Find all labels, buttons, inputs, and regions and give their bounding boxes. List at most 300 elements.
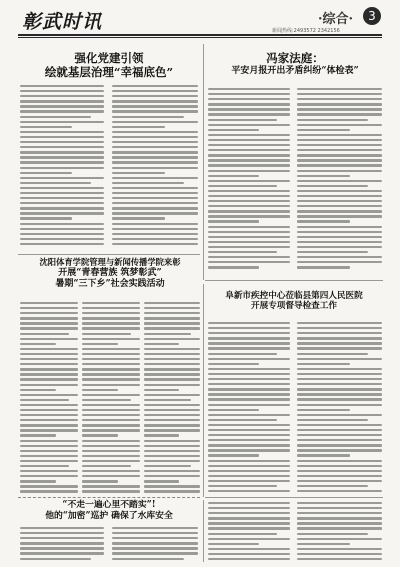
body-text-line [82,445,140,447]
body-text-line [112,105,198,107]
masthead-rule [18,34,382,36]
article-4-title [205,291,383,312]
body-text-line [20,161,104,163]
body-text-line [208,533,277,535]
body-text-line [20,434,56,436]
body-text-line [112,233,198,235]
body-text-line [208,475,290,477]
body-text-line [208,327,290,329]
article-3-title-line: 沈阳体育学院管理与新闻传播学院来彰 [39,257,181,267]
body-text-line [112,238,198,240]
body-text-line [208,449,290,451]
body-text-line [82,465,131,467]
body-text-line [208,170,290,172]
body-text-line [297,134,382,136]
body-text-line [82,440,140,442]
body-text-line [208,439,290,441]
body-text-line [208,175,259,177]
body-text-line [20,302,78,304]
body-text-line [20,212,104,214]
body-text-line [297,454,350,456]
article-2-body-col1 [208,88,290,273]
body-text-line [144,373,200,375]
body-text-line [20,167,104,169]
body-text-line [20,243,104,245]
article-3-title-line: 暑期“三下乡”社会实践活动 [55,278,165,289]
body-text-line [297,261,382,263]
body-text-line [20,537,104,539]
body-text-line [208,460,290,462]
body-text-line [112,116,184,118]
article-2-title-line: 冯家法庭： [266,51,324,65]
body-text-line [208,480,290,482]
body-text-line [144,414,200,416]
body-text-line [20,121,104,123]
body-text-line [297,522,382,524]
body-text-line [112,121,198,123]
article-5-title-line: 他的“加密”巡护 确保了水库安全 [45,510,173,521]
body-text-line [112,527,198,529]
body-text-line [297,424,382,426]
body-text-line [297,470,382,472]
body-text-line [144,394,200,396]
body-text-line [297,553,382,555]
body-text-line [297,98,382,100]
body-text-line [82,399,131,401]
body-text-line [208,241,290,243]
body-text-line [297,337,382,339]
body-text-line [112,202,198,204]
body-text-line [112,151,198,153]
body-text-line [20,460,78,462]
body-text-line [297,322,382,324]
body-text-line [297,103,382,105]
body-text-line [20,414,78,416]
body-text-line [20,338,78,340]
body-text-line [208,108,290,110]
body-text-line [208,266,259,268]
body-text-line [144,384,200,386]
body-text-line [297,409,350,411]
body-text-line [20,322,78,324]
body-text-line [297,190,382,192]
body-text-line [208,200,290,202]
article-5-body-col1 [20,527,104,561]
body-text-line [297,548,382,550]
body-text-line [297,368,382,370]
body-text-line [20,419,78,421]
article-2-title [208,52,382,77]
body-text-line [208,98,290,100]
body-text-line [208,129,259,131]
body-text-line [144,368,200,370]
body-text-line [20,156,104,158]
column-divider [203,500,204,562]
body-text-line [20,172,72,174]
body-text-line [297,558,382,560]
body-text-line [82,434,118,436]
body-text-line [112,532,198,534]
body-text-line [112,156,198,158]
body-text-line [112,228,198,230]
body-text-line [112,90,198,92]
body-text-line [297,353,368,355]
masthead-meta: 新闻热线:2493572 2342156 [272,28,340,34]
body-text-line [208,149,290,151]
body-text-line [144,353,200,355]
body-text-line [144,343,179,345]
body-text-line [112,192,198,194]
body-text-line [208,363,259,365]
body-text-line [208,347,290,349]
article-1-title-line: 绘就基层治理“幸福底色” [44,64,174,79]
body-text-line [112,110,198,112]
body-text-line [208,470,290,472]
body-text-line [144,378,200,380]
body-text-line [20,358,78,360]
body-text-line [208,103,290,105]
body-text-line [112,177,198,179]
body-text-line [297,164,382,166]
body-text-line [82,338,140,340]
body-text-line [20,389,56,391]
body-text-line [297,527,382,529]
body-text-line [82,333,131,335]
body-text-line [144,358,200,360]
body-text-line [297,200,382,202]
body-text-line [20,485,78,487]
body-text-line [297,533,368,535]
body-text-line [208,256,290,258]
body-text-line [20,480,56,482]
page-number-badge: 3 [363,7,381,25]
body-text-line [20,146,104,148]
body-text-line [297,195,382,197]
body-text-line [208,490,290,492]
column-divider [203,284,204,497]
body-text-line [144,338,200,340]
article-1-body-col2 [112,85,198,250]
body-text-line [208,485,277,487]
body-text-line [208,543,259,545]
body-text-line [20,547,104,549]
article-1-title-line: 强化党建引领 [74,51,144,65]
body-text-line [297,113,382,115]
body-text-line [20,207,104,209]
body-text-line [297,175,350,177]
body-text-line [208,195,290,197]
body-text-line [112,95,198,97]
body-text-line [144,348,200,350]
body-text-line [297,480,382,482]
body-text-line [208,124,290,126]
body-text-line [82,322,140,324]
body-text-line [208,332,290,334]
body-text-line [20,233,104,235]
body-text-line [144,490,200,492]
body-text-line [144,302,200,304]
body-text-line [82,373,140,375]
body-text-line [144,317,200,319]
body-text-line [82,353,140,355]
body-text-line [297,444,382,446]
body-text-line [208,261,290,263]
body-text-line [82,358,140,360]
body-text-line [20,90,104,92]
body-text-line [208,358,290,360]
body-text-line [208,139,290,141]
body-text-line [82,450,140,452]
body-text-line [82,363,140,365]
body-text-line [208,251,277,253]
article-3-bottom-rule [18,497,200,498]
body-text-line [208,180,290,182]
body-text-line [20,333,69,335]
body-text-line [208,113,290,115]
body-text-line [20,312,78,314]
body-text-line [82,475,140,477]
body-text-line [297,347,382,349]
body-text-line [208,502,290,504]
body-text-line [144,450,200,452]
body-text-line [297,538,382,540]
article-2-bottom-rule [205,280,383,281]
body-text-line [297,251,368,253]
body-text-line [20,317,78,319]
body-text-line [208,220,259,222]
body-text-line [297,180,382,182]
body-text-line [82,429,140,431]
body-text-line [297,170,382,172]
article-3-title [18,258,202,290]
body-text-line [20,363,78,365]
body-text-line [20,95,104,97]
article-4-body-col1 [208,322,290,494]
body-text-line [112,243,198,245]
body-text-line [20,202,104,204]
article-5-title-line: “不走一遍心里不踏实”! [62,500,156,510]
article-1-body-col1 [20,85,104,250]
body-text-line [20,465,69,467]
body-text-line [20,105,104,107]
body-text-line [297,210,382,212]
body-text-line [144,389,179,391]
article-1-title [20,52,198,80]
body-text-line [20,131,104,133]
body-text-line [112,207,198,209]
body-text-line [208,164,290,166]
body-text-line [297,226,382,228]
article-3-body-col1 [20,302,78,494]
newspaper-logo: 彰武时讯 [22,11,103,33]
body-text-line [208,246,290,248]
body-text-line [297,215,382,217]
body-text-line [208,393,290,395]
body-text-line [297,327,382,329]
body-text-line [297,378,382,380]
body-text-line [208,190,290,192]
body-text-line [297,236,382,238]
body-text-line [112,182,184,184]
body-text-line [297,388,382,390]
body-text-line [20,327,78,329]
body-text-line [297,439,382,441]
body-text-line [82,327,140,329]
body-text-line [144,465,191,467]
article-4-title-line: 阜新市疾控中心莅临县第四人民医院 [225,291,363,301]
body-text-line [20,100,104,102]
article-5-title [18,500,200,521]
body-text-line [20,450,78,452]
body-text-line [208,398,290,400]
body-text-line [297,485,368,487]
body-text-line [20,126,72,128]
body-text-line [297,119,368,121]
body-text-line [297,342,382,344]
body-text-line [297,383,382,385]
body-text-line [208,236,290,238]
body-text-line [208,444,290,446]
body-text-line [20,228,104,230]
body-text-line [297,149,382,151]
body-text-line [112,558,184,560]
body-text-line [20,404,78,406]
body-text-line [82,317,140,319]
body-text-line [20,399,69,401]
body-text-line [297,393,382,395]
body-text-line [144,399,191,401]
body-text-line [208,231,290,233]
body-text-line [208,154,290,156]
body-text-line [297,205,382,207]
body-text-line [208,465,290,467]
body-text-line [144,480,179,482]
body-text-line [208,553,290,555]
body-text-line [20,552,104,554]
body-text-line [20,409,78,411]
body-text-line [82,424,140,426]
body-text-line [144,322,200,324]
body-text-line [20,238,104,240]
body-text-line [297,502,382,504]
body-text-line [297,144,382,146]
body-text-line [144,333,191,335]
body-text-line [208,134,290,136]
body-text-line [82,307,140,309]
body-text-line [20,490,78,492]
body-text-line [112,131,198,133]
body-text-line [112,542,198,544]
body-text-line [144,485,200,487]
body-text-line [208,226,290,228]
body-text-line [208,185,277,187]
body-text-line [208,88,290,90]
body-text-line [82,378,140,380]
body-text-line [20,141,104,143]
body-text-line [20,217,72,219]
body-text-line [82,343,118,345]
body-text-line [297,266,350,268]
body-text-line [208,414,290,416]
body-text-line [112,187,198,189]
body-text-line [297,256,382,258]
body-text-line [208,517,290,519]
body-text-line [297,129,350,131]
body-text-line [112,146,198,148]
body-text-line [20,440,78,442]
body-text-line [208,210,290,212]
body-text-line [20,223,104,225]
body-text-line [144,363,200,365]
body-text-line [20,182,91,184]
body-text-line [297,460,382,462]
body-text-line [144,327,200,329]
body-text-line [20,307,78,309]
body-text-line [112,217,165,219]
article-1-bottom-rule [18,254,200,255]
body-text-line [20,187,104,189]
body-text-line [297,139,382,141]
body-text-line [208,512,290,514]
body-text-line [208,342,290,344]
body-text-line [82,389,118,391]
body-text-line [208,322,290,324]
body-text-line [144,470,200,472]
article-4-bottom-rule [205,497,383,498]
body-text-line [297,231,382,233]
body-text-line [297,517,382,519]
body-text-line [112,100,198,102]
body-text-line [112,172,165,174]
body-text-line [297,543,350,545]
body-text-line [20,110,104,112]
body-text-line [297,246,382,248]
body-text-line [144,460,200,462]
body-text-line [82,490,140,492]
body-text-line [297,475,382,477]
article-5-body-col2 [112,527,198,561]
body-text-line [20,151,104,153]
body-text-line [208,424,290,426]
body-text-line [20,384,78,386]
body-text-line [208,368,290,370]
body-text-line [208,93,290,95]
body-text-line [112,197,198,199]
body-text-line [144,307,200,309]
body-text-line [112,547,198,549]
body-text-line [20,368,78,370]
body-text-line [297,449,382,451]
article-3-title-line: 开展“青春营族 筑梦彰武” [58,267,162,278]
body-text-line [144,475,200,477]
body-text-line [208,337,290,339]
body-text-line [82,455,140,457]
body-text-line [82,470,140,472]
body-text-line [208,507,290,509]
article-4-body-col2 [297,322,382,494]
body-text-line [112,141,198,143]
body-text-line [20,192,104,194]
body-text-line [144,404,200,406]
body-text-line [297,507,382,509]
body-text-line [208,429,290,431]
body-text-line [112,136,198,138]
body-text-line [82,409,140,411]
body-text-line [297,108,382,110]
body-text-line [82,414,140,416]
body-text-line [20,394,78,396]
body-text-line [82,368,140,370]
